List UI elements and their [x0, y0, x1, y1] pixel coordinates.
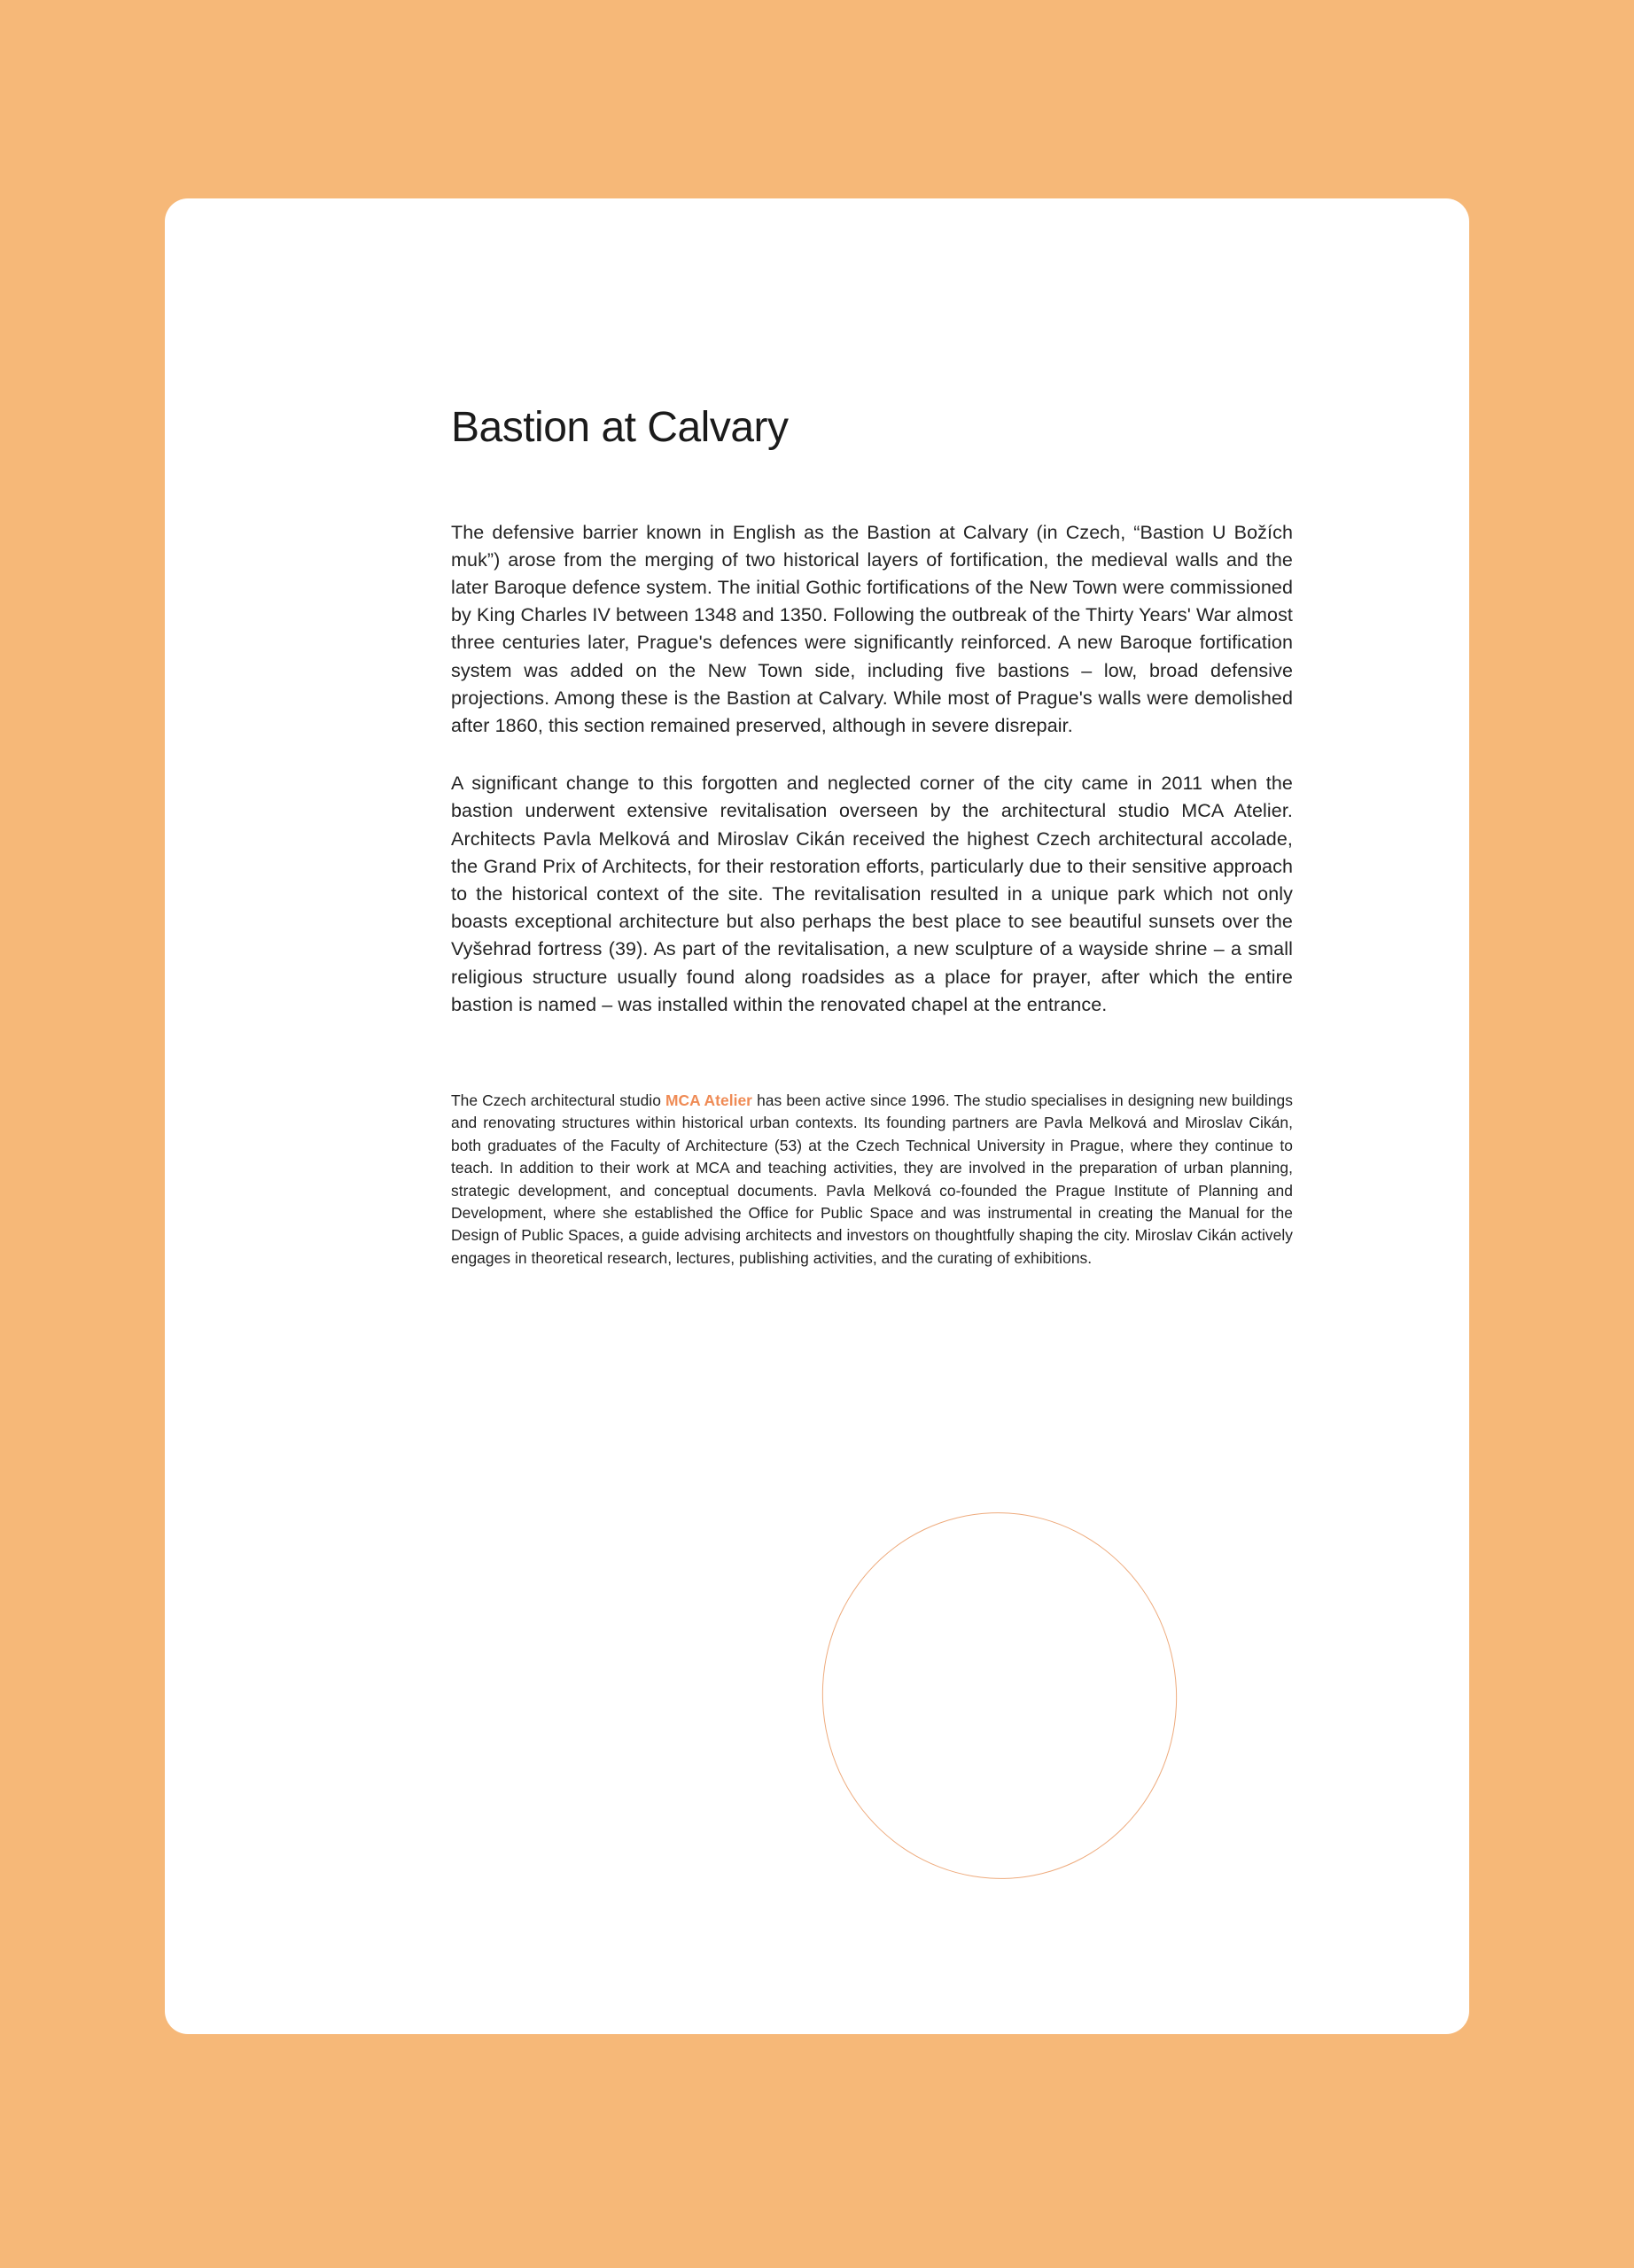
studio-note-block	[451, 1090, 1293, 1270]
decorative-circle-annotation	[798, 1489, 1201, 1902]
body-paragraph: A significant change to this forgotten and neglected corner of the city came in 2011 when the bastion underwent extensive revitalisation overseen by the architectural studio MCA Atelier. Architects Pavla Melková and Miroslav Cikán received the highest Czech architectural accolade, the Grand Prix of Architects, for their restoration efforts, particularly due to their sensitive approach to the historical context of the site. The revitalisation resulted in a unique park which not only boasts exceptional architecture but also perhaps the best place to see beautiful sunsets over the Vyšehrad fortress (39). As part of the revitalisation, a new sculpture of a wayside shrine – a small religious structure usually found along roadsides as a place for prayer, after which the entire bastion is named – was installed within the renovated chapel at the entrance.	[451, 773, 1293, 1015]
note-lead-text: The Czech architectural studio	[451, 1091, 665, 1110]
page-title: Bastion at Calvary	[451, 404, 789, 451]
document-card	[165, 198, 1469, 2034]
studio-name-highlight: MCA Atelier	[665, 1091, 753, 1110]
note-body-text: has been active since 1996. The studio specialises in designing new buildings and renovating structures within historical urban contexts. Its founding partners are Pavla Melková and Miroslav Cikán, both graduates of the Faculty of Architecture (53) at the Czech Technical University in Prague, where they continue to teach. In addition to their work at MCA and teaching activities, they are involved in the preparation of urban planning, strategic development, and conceptual documents. Pavla Melková co-founded the Prague Institute of Planning and Development, where she established the Office for Public Space and was instrumental in creating the Manual for the Design of Public Spaces, a guide advising architects and investors on thoughtfully shaping the city. Miroslav Cikán actively engages in theoretical research, lectures, publishing activities, and the curating of exhibitions.	[451, 1091, 1294, 1267]
document-content	[451, 402, 1293, 1270]
body-paragraph: The defensive barrier known in English as the Bastion at Calvary (in Czech, “Bastion U Božích muk”) arose from the merging of two historical layers of fortification, the medieval walls and the later Baroque defence system. The initial Gothic fortifications of the New Town were commissioned by King Charles IV between 1348 and 1350. Following the outbreak of the Thirty Years' War almost three centuries later, Prague's defences were significantly reinforced. A new Baroque fortification system was added on the New Town side, including five bastions – low, broad defensive projections. Among these is the Bastion at Calvary. While most of Prague's walls were demolished after 1860, this section remained preserved, although in severe disrepair.	[451, 521, 1293, 737]
